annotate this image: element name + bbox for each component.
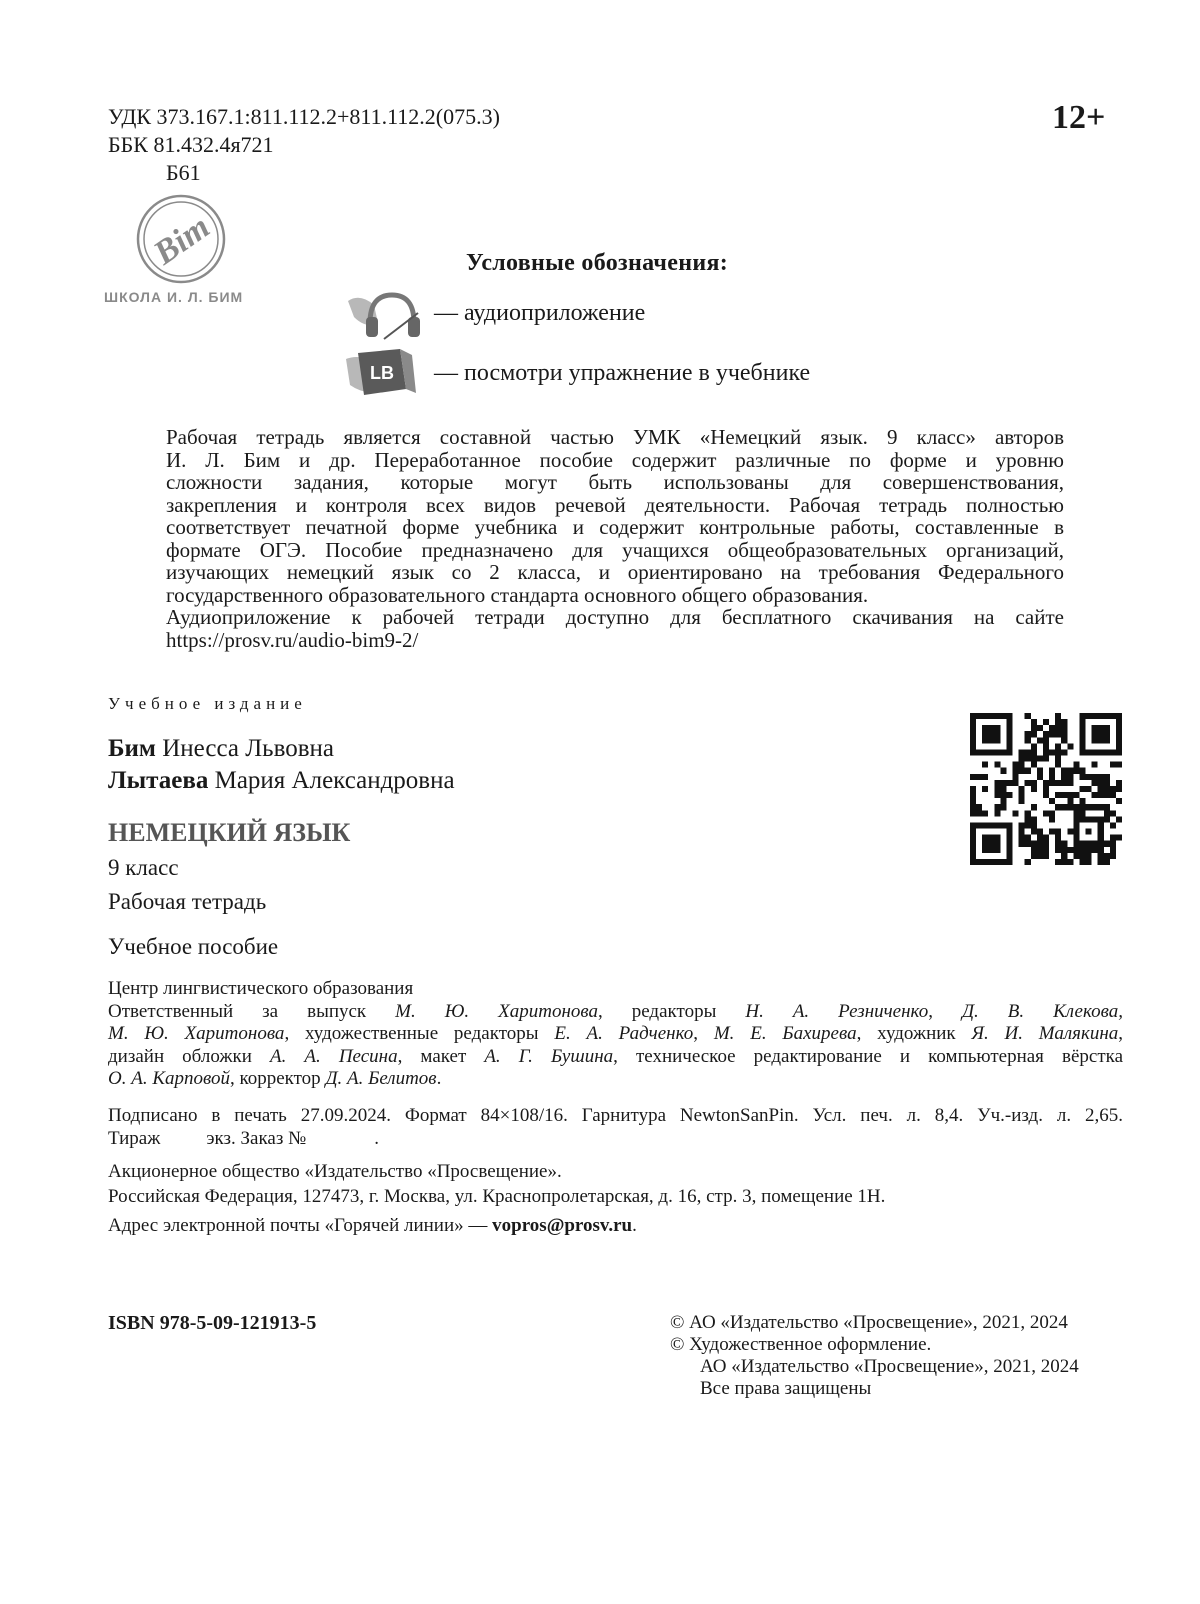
credits-line bbox=[108, 1068, 1123, 1091]
textbook-icon bbox=[340, 345, 424, 401]
author-name: Мария Александровна bbox=[214, 767, 455, 794]
author-code: Б61 bbox=[166, 160, 201, 185]
book-grade: 9 класс bbox=[108, 855, 179, 880]
publisher-email-line bbox=[108, 1215, 637, 1237]
credits-text: , художник bbox=[856, 1023, 972, 1044]
legend-audio-label: — аудиоприложение bbox=[434, 299, 646, 326]
book-title: НЕМЕЦКИЙ ЯЗЫК bbox=[108, 818, 351, 847]
publisher-name: Акционерное общество «Издательство «Просвещение». bbox=[108, 1161, 562, 1182]
credits-person: М. Ю. Харитонова bbox=[395, 1000, 598, 1022]
annotation-line: Рабочая тетрадь является составной частью УМК «Немецкий язык. 9 класс» авторов bbox=[166, 425, 1064, 449]
edition-type: Учебное издание bbox=[108, 694, 307, 713]
book-kind: Рабочая тетрадь bbox=[108, 889, 267, 914]
credits-person: М. Ю. Харитонова bbox=[108, 1023, 285, 1044]
publisher-address: Российская Федерация, 127473, г. Москва, ул. Краснопролетарская, д. 16, стр. 3, помещение 1Н. bbox=[108, 1186, 886, 1207]
publisher bbox=[108, 1159, 1123, 1209]
annotation-line: изучающих немецкий язык со 2 класса, и ориентировано на требования Федерального bbox=[166, 560, 1064, 584]
legend-book-label: — посмотри упражнение в учебнике bbox=[434, 359, 811, 386]
credits-text: , художественные редакторы bbox=[284, 1023, 555, 1044]
credits-person: Д. А. Белитов bbox=[325, 1068, 437, 1089]
print-line bbox=[108, 1128, 1123, 1151]
author-row bbox=[108, 765, 455, 797]
copyright-line: АО «Издательство «Просвещение», 2021, 2024 bbox=[700, 1356, 1079, 1377]
bim-logo-icon bbox=[135, 193, 227, 285]
credits-person: Н. А. Резниченко bbox=[745, 1000, 929, 1022]
credits-text: , макет bbox=[397, 1045, 485, 1067]
print-order: экз. Заказ № bbox=[206, 1127, 307, 1149]
credits-text: , bbox=[693, 1023, 714, 1044]
legend-book-row bbox=[340, 343, 810, 403]
author-name: Инесса Львовна bbox=[162, 735, 334, 762]
book-genre: Учебное пособие bbox=[108, 934, 279, 959]
credits-person: А. А. Песина bbox=[269, 1045, 398, 1067]
annotation-line: формате ОГЭ. Пособие предназначено для учащихся общеобразовательных организаций, bbox=[166, 537, 1064, 562]
annotation-line: государственного образовательного стандарта основного общего образования. bbox=[166, 582, 869, 607]
credits-text: дизайн обложки bbox=[108, 1045, 270, 1067]
age-rating: 12+ bbox=[1052, 99, 1106, 136]
email-link[interactable]: vopros@prosv.ru bbox=[492, 1215, 633, 1236]
legend-audio-row bbox=[340, 283, 645, 343]
email-end: . bbox=[632, 1215, 637, 1236]
credits-text: . bbox=[436, 1068, 442, 1089]
credits-text: , bbox=[928, 1000, 962, 1022]
qr-code[interactable] bbox=[970, 713, 1122, 865]
credits-person: Я. И. Малякина bbox=[971, 1023, 1119, 1044]
logo-caption: ШКОЛА И. Л. БИМ bbox=[104, 289, 244, 305]
copyright-line: © АО «Издательство «Просвещение», 2021, 2024 bbox=[670, 1312, 1068, 1333]
credits-center: Центр лингвистического образования bbox=[108, 978, 414, 999]
author-surname: Бим bbox=[108, 735, 156, 762]
headphones-icon bbox=[340, 283, 424, 343]
annotation-line: Аудиоприложение к рабочей тетради доступно для бесплатного скачивания на сайте bbox=[166, 605, 1064, 629]
annotation-link[interactable]: https://prosv.ru/audio-bim9-2/ bbox=[166, 627, 419, 652]
credits-person: М. Е. Бахирева bbox=[713, 1023, 857, 1044]
credits-text: Ответственный за выпуск bbox=[108, 1000, 396, 1022]
credits-person: А. Г. Бушина bbox=[484, 1045, 614, 1067]
credits-text: , техническое редактирование и компьютерная вёрстка bbox=[613, 1045, 1124, 1067]
copyright bbox=[670, 1312, 1079, 1400]
credits-line bbox=[108, 1001, 1123, 1024]
annotation-line: закрепления и контроля всех видов речевой деятельности. Рабочая тетрадь полностью bbox=[166, 492, 1064, 517]
credits-text: , bbox=[1118, 1023, 1124, 1044]
credits-person: Е. А. Радченко bbox=[554, 1023, 694, 1044]
credits-text: , корректор bbox=[229, 1068, 326, 1089]
annotation-line: И. Л. Бим и др. Переработанное пособие содержит различные по форме и уровню bbox=[166, 447, 1064, 472]
udk-code: УДК 373.167.1:811.112.2+811.112.2(075.3) bbox=[108, 104, 500, 129]
isbn: ISBN 978-5-09-121913-5 bbox=[108, 1312, 317, 1334]
annotation-line: соответствует печатной форме учебника и содержит контрольные работы, составленные в bbox=[166, 515, 1064, 539]
legend-title: Условные обозначения: bbox=[466, 250, 729, 276]
credits-text: , редакторы bbox=[598, 1000, 746, 1022]
credits bbox=[108, 978, 1123, 1091]
print-tirazh: Тираж bbox=[108, 1127, 161, 1149]
bim-logo bbox=[135, 193, 227, 285]
print-dot: . bbox=[374, 1127, 379, 1149]
textbook-icon-text: LB bbox=[370, 363, 394, 383]
print-line: Подписано в печать 27.09.2024. Формат 84×108/16. Гарнитура NewtonSanPin. Усл. печ. л. 8,4. Уч.-изд. л. 2,65. bbox=[108, 1105, 1123, 1126]
annotation bbox=[166, 426, 1064, 651]
bbk-code: ББК 81.432.4я721 bbox=[108, 132, 274, 157]
email-label: Адрес электронной почты «Горячей линии» — bbox=[108, 1215, 493, 1236]
author-row bbox=[108, 733, 455, 765]
classification-block bbox=[108, 103, 500, 187]
qr-code-icon bbox=[970, 713, 1122, 865]
author-surname: Лытаева bbox=[108, 767, 209, 794]
print-info bbox=[108, 1105, 1123, 1150]
credits-person: Д. В. Клекова, bbox=[961, 1000, 1124, 1022]
copyright-line: Все права защищены bbox=[700, 1378, 872, 1399]
copyright-line: © Художественное оформление. bbox=[670, 1334, 932, 1355]
credits-line bbox=[108, 1046, 1123, 1069]
credits-person: О. А. Карповой bbox=[108, 1068, 230, 1089]
annotation-line: сложности задания, которые могут быть использованы для совершенствования, bbox=[166, 470, 1064, 494]
bim-logo-mark: Bim bbox=[147, 208, 217, 273]
authors bbox=[108, 733, 455, 797]
credits-line bbox=[108, 1023, 1123, 1046]
